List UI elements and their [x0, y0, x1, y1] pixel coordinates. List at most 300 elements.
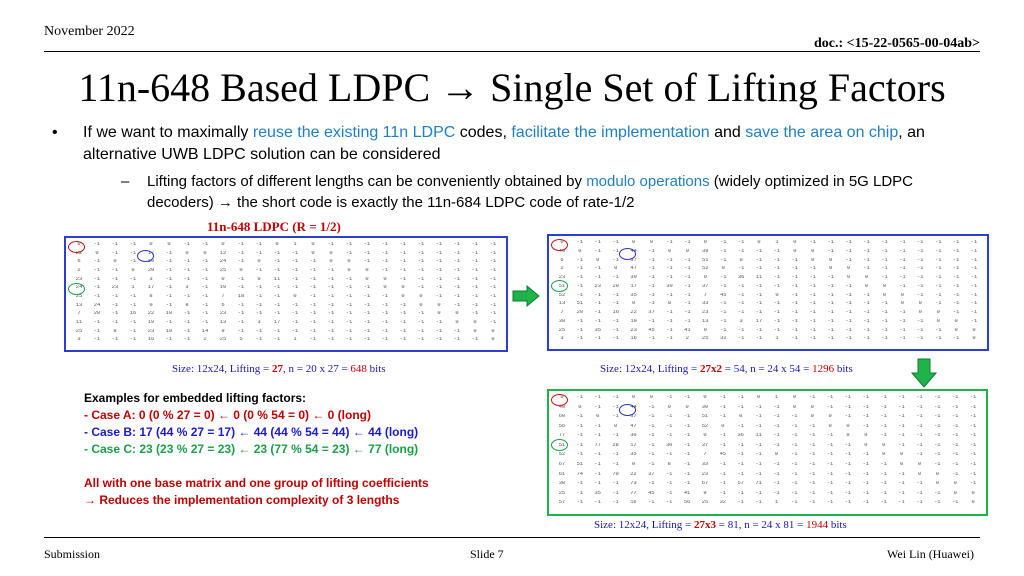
matrix-cell: -1	[648, 500, 655, 506]
matrix-cell: -1	[898, 471, 905, 477]
matrix-cell: -1	[453, 302, 461, 308]
bullet-1-t3: and	[709, 124, 746, 141]
matrix-cell: -1	[899, 257, 906, 263]
matrix-cell: 0	[667, 404, 671, 410]
matrix-cell: -1	[917, 336, 924, 342]
matrix-cell: 0	[899, 452, 904, 458]
matrix-cell: -1	[791, 275, 799, 280]
matrix-cell: -1	[273, 250, 281, 256]
matrix-cell: -1	[880, 404, 887, 410]
matrix-cell: -1	[648, 301, 655, 307]
matrix-cell: 25	[219, 268, 227, 273]
matrix-cell: -1	[576, 452, 584, 458]
matrix-cell: -1	[737, 490, 744, 496]
matrix-cell: -1	[111, 268, 119, 273]
matrix-cell: -1	[594, 471, 601, 477]
matrix-cell: -1	[826, 442, 834, 448]
caption-648-lifting: 27	[272, 363, 283, 375]
matrix-cell: -1	[489, 259, 497, 265]
matrix-cell: -1	[165, 259, 173, 265]
matrix-cell: 2	[560, 266, 564, 272]
matrix-cell: -1	[898, 481, 905, 487]
matrix-cell: -1	[453, 242, 461, 247]
matrix-cell: 13	[702, 318, 709, 324]
matrix-cell: 13	[219, 320, 227, 325]
matrix-cell: -1	[737, 266, 745, 272]
matrix-cell: -1	[952, 275, 960, 280]
matrix-cell: 0	[882, 292, 887, 298]
matrix-cell: -1	[970, 301, 978, 307]
matrix-cell: -1	[399, 259, 407, 265]
matrix-cell: -1	[755, 292, 763, 298]
matrix-cell: -1	[845, 240, 852, 245]
matrix-cell: -1	[899, 275, 906, 280]
matrix-cell: -1	[934, 292, 942, 298]
matrix-cell: -1	[969, 414, 977, 420]
matrix-cell: -1	[489, 250, 497, 256]
matrix-cell: -1	[880, 490, 887, 496]
matrix-cell: -1	[453, 337, 461, 343]
matrix-cell: -1	[952, 266, 960, 272]
matrix-cell: -1	[435, 285, 443, 291]
matrix-cell: 56	[558, 423, 566, 429]
matrix-cell: -1	[648, 275, 655, 280]
matrix-cell: -1	[719, 248, 727, 254]
matrix-cell: -1	[862, 481, 870, 487]
matrix-cell: -1	[737, 462, 744, 468]
example-case-c: - Case C: 23 (23 % 27 = 23) ← 23 (77 % 54 = 23) ← 77 (long)	[84, 442, 419, 456]
matrix-cell: -1	[880, 414, 887, 420]
matrix-cell: -1	[809, 336, 817, 342]
matrix-cell: -1	[809, 327, 817, 333]
matrix-cell: -1	[129, 328, 137, 334]
matrix-1296-grid	[553, 240, 983, 345]
header-divider	[44, 51, 980, 52]
matrix-cell: 33	[702, 301, 709, 307]
matrix-cell: -1	[273, 285, 281, 291]
matrix-cell: 0	[828, 414, 832, 420]
matrix-cell: -1	[93, 328, 101, 334]
matrix-cell: 17	[147, 285, 155, 291]
matrix-cell: 51	[576, 462, 584, 468]
matrix-cell: -1	[417, 250, 425, 256]
matrix-cell: 23	[558, 275, 566, 280]
matrix-cell: -1	[791, 471, 798, 477]
matrix-cell: 37	[648, 471, 655, 477]
matrix-cell: -1	[665, 423, 673, 429]
matrix-cell: 17	[273, 320, 281, 325]
matrix-cell: -1	[969, 481, 977, 487]
matrix-cell: -1	[327, 337, 335, 343]
matrix-cell: -1	[363, 285, 371, 291]
matrix-cell: 0	[935, 481, 939, 487]
caption-1296	[600, 363, 853, 375]
matrix-cell: -1	[826, 481, 834, 487]
matrix-cell: -1	[951, 500, 959, 506]
matrix-cell: -1	[111, 337, 119, 343]
matrix-cell: -1	[791, 283, 799, 289]
matrix-cell: -1	[435, 294, 443, 299]
matrix-cell: 0	[685, 248, 689, 254]
matrix-cell: 0	[971, 500, 975, 506]
matrix-cell: -1	[755, 301, 763, 307]
matrix-cell: -1	[399, 268, 407, 273]
matrix-cell: -1	[183, 276, 191, 282]
matrix-cell: 0	[455, 320, 459, 325]
matrix-cell: -1	[880, 462, 887, 468]
matrix-cell: 0	[631, 240, 636, 245]
matrix-cell: 16	[630, 336, 637, 342]
header-doc-id: doc.: <15-22-0565-00-04ab>	[813, 36, 980, 51]
matrix-1296	[547, 234, 989, 351]
matrix-cell: 0	[900, 301, 904, 307]
matrix-cell: -1	[648, 318, 655, 324]
matrix-cell: -1	[471, 268, 479, 273]
matrix-cell: -1	[827, 292, 834, 298]
matrix-cell: -1	[844, 395, 852, 400]
matrix-cell: 0	[828, 423, 832, 429]
matrix-cell: -1	[862, 471, 870, 477]
matrix-cell: -1	[844, 471, 852, 477]
caption-648	[172, 363, 386, 375]
matrix-cell: -1	[898, 433, 905, 439]
matrix-cell: 0	[972, 327, 976, 333]
matrix-cell: -1	[791, 292, 799, 298]
matrix-cell: 8	[667, 301, 672, 307]
matrix-cell: -1	[755, 310, 763, 315]
matrix-cell: 8	[667, 462, 671, 468]
matrix-cell: -1	[201, 285, 209, 291]
matrix-cell: -1	[880, 423, 887, 429]
matrix-cell: -1	[612, 452, 619, 458]
matrix-cell: 0	[918, 301, 922, 307]
matrix-cell: -1	[201, 242, 209, 247]
matrix-cell: 44	[630, 248, 637, 254]
matrix-cell: 24	[75, 285, 83, 291]
matrix-cell: -1	[612, 395, 619, 400]
matrix-cell: 45	[648, 490, 655, 496]
matrix-cell: -1	[809, 240, 817, 245]
matrix-cell: 0	[954, 327, 958, 333]
matrix-cell: -1	[773, 471, 780, 477]
matrix-cell: -1	[489, 320, 497, 325]
matrix-cell: -1	[255, 311, 263, 317]
matrix-cell: -1	[93, 259, 101, 265]
matrix-cell: -1	[666, 336, 673, 342]
matrix-cell: -1	[255, 285, 263, 291]
matrix-cell: -1	[612, 275, 619, 280]
matrix-cell: -1	[791, 423, 798, 429]
matrix-cell: -1	[201, 268, 209, 273]
matrix-cell: -1	[719, 395, 727, 400]
matrix-cell: -1	[576, 257, 584, 263]
matrix-cell: -1	[345, 328, 353, 334]
matrix-cell: -1	[934, 301, 942, 307]
matrix-cell: -1	[755, 404, 762, 410]
matrix-cell: 0	[631, 301, 636, 307]
matrix-cell: -1	[845, 301, 852, 307]
matrix-cell: 0	[918, 310, 922, 315]
matrix-cell: -1	[881, 257, 888, 263]
highlight-circle-case-a	[551, 394, 568, 406]
matrix-cell: 0	[383, 276, 387, 282]
matrix-cell: -1	[683, 471, 691, 477]
matrix-cell: -1	[309, 302, 317, 308]
matrix-cell: 0	[864, 275, 869, 280]
matrix-cell: -1	[881, 301, 888, 307]
matrix-cell: -1	[273, 294, 281, 299]
matrix-cell: -1	[666, 275, 673, 280]
matrix-cell: 18	[165, 328, 173, 334]
matrix-cell: -1	[791, 452, 798, 458]
matrix-cell: -1	[845, 336, 852, 342]
matrix-648-grid	[70, 242, 502, 346]
matrix-cell: -1	[435, 337, 443, 343]
matrix-cell: 6	[560, 257, 564, 263]
matrix-cell: -1	[719, 481, 727, 487]
matrix-cell: -1	[773, 414, 780, 420]
matrix-cell: -1	[684, 318, 691, 324]
matrix-cell: 0	[811, 257, 815, 263]
matrix-cell: -1	[576, 275, 584, 280]
matrix-cell: -1	[737, 292, 745, 298]
matrix-cell: 0	[311, 242, 315, 247]
matrix-cell: 47	[630, 423, 637, 429]
matrix-cell: -1	[684, 301, 691, 307]
matrix-cell: -1	[237, 311, 245, 317]
matrix-cell: 0	[685, 404, 689, 410]
matrix-cell: -1	[201, 302, 209, 308]
matrix-cell: -1	[737, 283, 745, 289]
matrix-cell: -1	[934, 433, 941, 439]
matrix-cell: 0	[95, 250, 99, 256]
matrix-cell: 1	[293, 337, 297, 343]
matrix-cell: -1	[345, 242, 353, 247]
matrix-cell: 18	[237, 294, 245, 299]
matrix-cell: 30	[666, 283, 673, 289]
caption-1296-mid: = 54, n = 24 x 54 =	[722, 363, 813, 375]
matrix-cell: 32	[719, 336, 727, 342]
matrix-cell: -1	[612, 481, 619, 487]
matrix-cell: -1	[471, 259, 479, 265]
matrix-cell: -1	[363, 242, 371, 247]
matrix-cell: -1	[576, 266, 584, 272]
matrix-cell: -1	[934, 327, 942, 333]
matrix-cell: -1	[417, 259, 425, 265]
matrix-cell: -1	[863, 327, 870, 333]
matrix-cell: -1	[791, 414, 798, 420]
matrix-cell: -1	[809, 283, 817, 289]
matrix-cell: -1	[970, 248, 978, 254]
matrix-cell: 16	[612, 310, 619, 315]
matrix-cell: 0	[221, 276, 225, 282]
matrix-cell: -1	[737, 310, 745, 315]
matrix-cell: -1	[666, 240, 673, 245]
matrix-cell: -1	[237, 276, 245, 282]
matrix-cell: 60	[558, 414, 566, 420]
highlight-circle-case-a	[68, 241, 85, 253]
matrix-cell: -1	[952, 257, 960, 263]
matrix-cell: -1	[844, 452, 852, 458]
footer-author: Wei Lin (Huawei)	[887, 547, 974, 561]
matrix-cell: -1	[435, 259, 443, 265]
matrix-cell: -1	[435, 242, 443, 247]
matrix-cell: -1	[93, 320, 101, 325]
matrix-cell: 3	[149, 276, 153, 282]
matrix-cell: -1	[201, 294, 209, 299]
matrix-cell: -1	[791, 327, 799, 333]
matrix-cell: -1	[791, 500, 798, 506]
matrix-cell: 17	[630, 442, 637, 448]
matrix-cell: 40	[558, 404, 566, 410]
matrix-cell: 0	[149, 302, 153, 308]
matrix-cell: -1	[863, 318, 870, 324]
matrix-cell: -1	[969, 423, 977, 429]
matrix-cell: -1	[684, 257, 691, 263]
matrix-cell: -1	[648, 404, 655, 410]
matrix-cell: -1	[363, 311, 371, 317]
matrix-cell: -1	[845, 257, 852, 263]
matrix-cell: 39	[701, 404, 709, 410]
matrix-cell: 10	[165, 311, 173, 317]
matrix-cell: -1	[666, 292, 673, 298]
caption-1296-post: bits	[834, 363, 853, 375]
matrix-cell: -1	[684, 310, 691, 315]
matrix-cell: -1	[737, 471, 744, 477]
matrix-cell: -1	[862, 414, 870, 420]
matrix-cell: 45	[719, 452, 727, 458]
matrix-cell: 7	[560, 310, 564, 315]
matrix-cell: -1	[880, 481, 887, 487]
matrix-cell: -1	[899, 266, 906, 272]
matrix-cell: -1	[791, 462, 798, 468]
matrix-cell: -1	[417, 320, 425, 325]
matrix-cell: -1	[327, 328, 335, 334]
matrix-cell: 0	[953, 490, 957, 496]
matrix-cell: -1	[683, 433, 691, 439]
matrix-cell: -1	[773, 318, 781, 324]
matrix-cell: -1	[399, 250, 407, 256]
matrix-cell: -1	[201, 259, 209, 265]
matrix-cell: -1	[917, 275, 924, 280]
matrix-cell: -1	[129, 320, 137, 325]
matrix-cell: -1	[773, 301, 781, 307]
matrix-cell: -1	[737, 327, 745, 333]
matrix-cell: -1	[862, 500, 870, 506]
matrix-cell: -1	[881, 275, 888, 280]
highlight-circle-case-c	[551, 439, 568, 451]
matrix-cell: 9	[703, 327, 707, 333]
matrix-cell: -1	[453, 276, 461, 282]
matrix-cell: -1	[809, 292, 817, 298]
matrix-cell: -1	[808, 452, 816, 458]
matrix-cell: -1	[826, 462, 834, 468]
matrix-cell: 7	[703, 452, 707, 458]
matrix-cell: -1	[363, 302, 371, 308]
caption-1944-mid: = 81, n = 24 x 81 =	[716, 519, 807, 531]
matrix-cell: 0	[846, 275, 851, 280]
matrix-cell: -1	[594, 301, 602, 307]
matrix-cell: 20	[147, 268, 155, 273]
matrix-cell: 45	[719, 292, 727, 298]
bullet-2-text	[147, 171, 976, 213]
examples-box	[84, 390, 504, 509]
matrix-cell: -1	[665, 395, 673, 400]
matrix-cell: 0	[739, 414, 743, 420]
matrix-cell: -1	[683, 423, 691, 429]
matrix-cell: -1	[952, 301, 960, 307]
matrix-cell: -1	[576, 395, 584, 400]
matrix-cell: 0	[882, 283, 887, 289]
matrix-cell: 0	[149, 242, 153, 247]
matrix-cell: -1	[417, 337, 425, 343]
matrix-cell: -1	[666, 266, 673, 272]
matrix-cell: 77	[594, 442, 601, 448]
matrix-cell: -1	[471, 311, 479, 317]
matrix-cell: -1	[471, 294, 479, 299]
matrix-cell: 0	[365, 268, 369, 273]
matrix-cell: 13	[558, 301, 566, 307]
matrix-cell: -1	[863, 257, 870, 263]
matrix-cell: -1	[594, 318, 602, 324]
matrix-cell: 0	[721, 266, 725, 272]
matrix-cell: -1	[880, 500, 887, 506]
matrix-cell: -1	[255, 268, 263, 273]
matrix-cell: 0	[560, 395, 564, 400]
matrix-cell: 0	[864, 283, 869, 289]
matrix-cell: 23	[147, 328, 155, 334]
matrix-cell: -1	[898, 414, 905, 420]
caption-1944	[594, 519, 847, 531]
bullet-dot-icon: •	[52, 124, 58, 141]
matrix-cell: -1	[808, 433, 816, 439]
matrix-cell: -1	[952, 283, 960, 289]
matrix-cell: 0	[829, 257, 833, 263]
matrix-cell: -1	[291, 311, 299, 317]
matrix-cell: -1	[719, 327, 727, 333]
matrix-cell: 8	[113, 328, 117, 334]
matrix-cell: -1	[612, 257, 619, 263]
matrix-cell: -1	[576, 442, 584, 448]
matrix-cell: -1	[827, 275, 834, 280]
matrix-cell: -1	[970, 240, 978, 245]
matrix-cell: -1	[594, 433, 601, 439]
matrix-cell: -1	[969, 452, 977, 458]
matrix-cell: -1	[951, 433, 959, 439]
matrix-cell: -1	[309, 276, 317, 282]
slide-title	[0, 64, 1024, 111]
matrix-cell: 0	[239, 268, 243, 273]
matrix-cell: 57	[558, 500, 566, 506]
matrix-cell: 22	[630, 471, 637, 477]
matrix-cell: -1	[309, 259, 317, 265]
matrix-cell: -1	[827, 336, 834, 342]
matrix-cell: -1	[791, 490, 798, 496]
matrix-cell: -1	[737, 452, 744, 458]
matrix-cell: 10	[147, 259, 155, 265]
matrix-cell: 10	[219, 285, 227, 291]
matrix-cell: 77	[630, 490, 637, 496]
matrix-cell: -1	[255, 294, 263, 299]
matrix-cell: 0	[649, 395, 653, 400]
matrix-cell: -1	[165, 268, 173, 273]
matrix-cell: 25	[558, 490, 566, 496]
matrix-cell: -1	[417, 276, 425, 282]
matrix-cell: -1	[755, 471, 762, 477]
matrix-cell: -1	[93, 276, 101, 282]
matrix-cell: -1	[917, 318, 924, 324]
matrix-cell: 1	[775, 336, 779, 342]
